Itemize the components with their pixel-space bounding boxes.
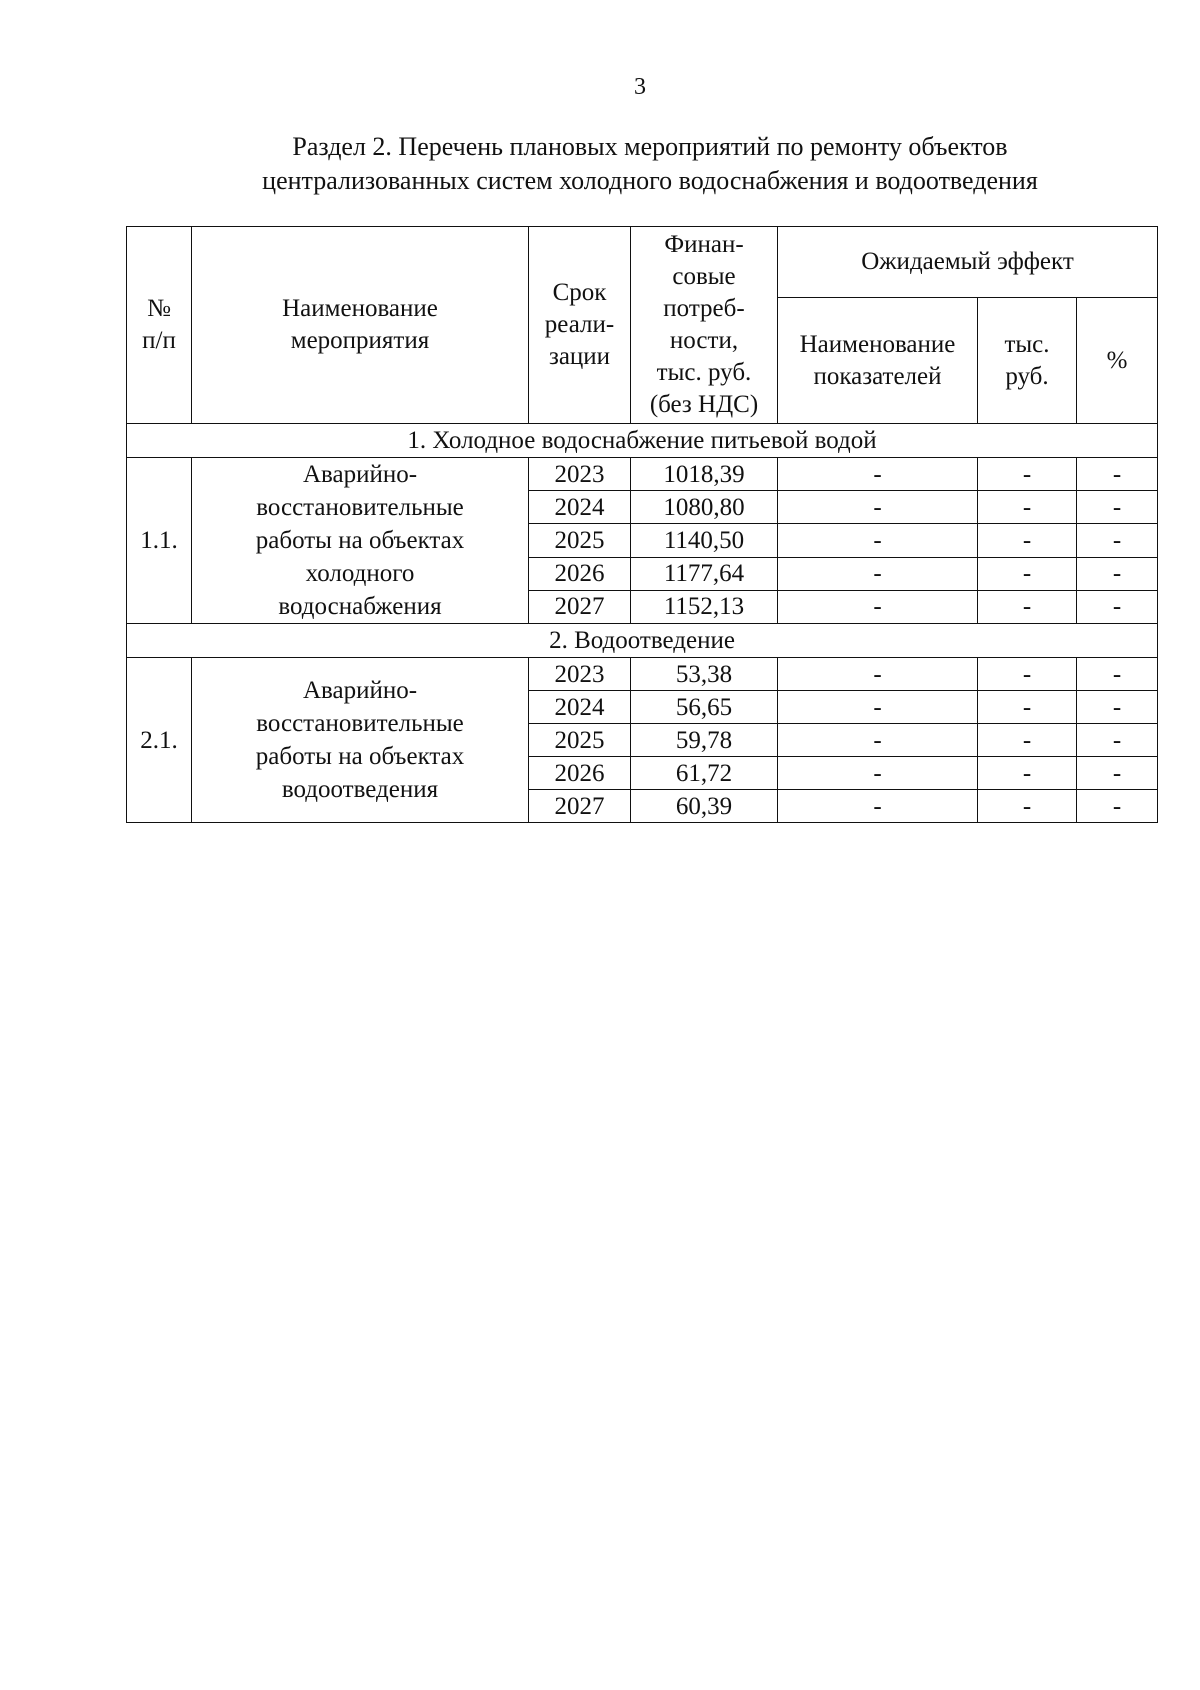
amount-cell: 1140,50: [631, 524, 778, 557]
rub-cell: -: [978, 458, 1077, 491]
header-percent: %: [1077, 298, 1158, 424]
measure-name-line: восстановительные: [256, 710, 464, 737]
header-indicator-name-line-1: Наименование: [799, 330, 956, 358]
rub-cell: -: [978, 757, 1077, 790]
percent-cell: -: [1077, 491, 1158, 524]
page-number: 3: [634, 74, 646, 100]
page-title-line-1: Раздел 2. Перечень плановых мероприятий по ремонту объектов: [292, 132, 1008, 161]
indicator-cell: -: [778, 590, 978, 623]
measure-name-line: работы на объектах: [255, 527, 465, 554]
header-financing-line-6: (без НДС): [649, 391, 759, 418]
measure-name-line: холодного: [305, 560, 415, 587]
item-number: 1.1.: [127, 458, 192, 624]
year-cell: 2025: [529, 524, 631, 557]
percent-cell: -: [1077, 724, 1158, 757]
header-thousand-rub-line-2: руб.: [1005, 362, 1049, 390]
measure-name-line: восстановительные: [256, 494, 464, 521]
section-row-wastewater: [127, 624, 1158, 658]
rub-cell: -: [978, 790, 1077, 823]
year-cell: 2023: [529, 658, 631, 691]
measure-name-line: Аварийно-: [302, 677, 418, 704]
measures-table: [126, 226, 1158, 823]
year-cell: 2025: [529, 724, 631, 757]
measure-name-line: водоснабжения: [278, 593, 442, 620]
header-indicator-name: [778, 298, 978, 424]
page-title-line-2: централизованных систем холодного водоснабжения и водоотведения: [262, 166, 1038, 195]
header-financing-line-2: совые: [672, 263, 736, 290]
header-expected-effect: Ожидаемый эффект: [778, 227, 1158, 298]
amount-cell: 61,72: [631, 757, 778, 790]
measure-name: [192, 458, 529, 624]
percent-cell: -: [1077, 691, 1158, 724]
header-financing-line-5: тыс. руб.: [656, 359, 752, 386]
percent-cell: -: [1077, 590, 1158, 623]
header-measure-name-line-1: Наименование: [282, 295, 438, 322]
percent-cell: -: [1077, 790, 1158, 823]
header-term-line-3: зации: [548, 343, 611, 370]
measure-name-line: водоотведения: [281, 776, 439, 803]
header-indicator-name-line-2: показателей: [813, 362, 942, 390]
header-financing-line-1: Финан-: [664, 231, 744, 258]
percent-cell: -: [1077, 458, 1158, 491]
indicator-cell: -: [778, 557, 978, 590]
year-cell: 2023: [529, 458, 631, 491]
page-title: [150, 130, 1150, 198]
header-measure-name: [192, 227, 529, 424]
rub-cell: -: [978, 491, 1077, 524]
table-row: [127, 658, 1158, 691]
indicator-cell: -: [778, 691, 978, 724]
rub-cell: -: [978, 524, 1077, 557]
amount-cell: 1018,39: [631, 458, 778, 491]
header-financing-line-4: ности,: [669, 327, 739, 354]
year-cell: 2026: [529, 557, 631, 590]
amount-cell: 1177,64: [631, 557, 778, 590]
year-cell: 2026: [529, 757, 631, 790]
percent-cell: -: [1077, 524, 1158, 557]
header-row-1: [127, 227, 1158, 298]
measure-name: [192, 658, 529, 823]
year-cell: 2024: [529, 491, 631, 524]
indicator-cell: -: [778, 790, 978, 823]
rub-cell: -: [978, 691, 1077, 724]
header-financing: [631, 227, 778, 424]
indicator-cell: -: [778, 458, 978, 491]
year-cell: 2024: [529, 691, 631, 724]
rub-cell: -: [978, 590, 1077, 623]
indicator-cell: -: [778, 524, 978, 557]
amount-cell: 59,78: [631, 724, 778, 757]
header-number-line-1: №: [147, 295, 171, 322]
indicator-cell: -: [778, 757, 978, 790]
table-row: [127, 458, 1158, 491]
measure-name-line: Аварийно-: [302, 461, 418, 488]
percent-cell: -: [1077, 557, 1158, 590]
section-title: 2. Водоотведение: [127, 624, 1158, 658]
indicator-cell: -: [778, 724, 978, 757]
amount-cell: 60,39: [631, 790, 778, 823]
header-thousand-rub: [978, 298, 1077, 424]
rub-cell: -: [978, 557, 1077, 590]
header-term-line-1: Срок: [552, 279, 607, 306]
amount-cell: 56,65: [631, 691, 778, 724]
section-row-cold-water: [127, 424, 1158, 458]
year-cell: 2027: [529, 590, 631, 623]
amount-cell: 1080,80: [631, 491, 778, 524]
indicator-cell: -: [778, 491, 978, 524]
rub-cell: -: [978, 724, 1077, 757]
header-measure-name-line-2: мероприятия: [290, 327, 430, 354]
header-number-line-2: п/п: [142, 327, 176, 354]
amount-cell: 53,38: [631, 658, 778, 691]
indicator-cell: -: [778, 658, 978, 691]
header-financing-line-3: потреб-: [663, 295, 745, 322]
header-term: [529, 227, 631, 424]
header-number: [127, 227, 192, 424]
percent-cell: -: [1077, 658, 1158, 691]
measure-name-line: работы на объектах: [255, 743, 465, 770]
rub-cell: -: [978, 658, 1077, 691]
header-thousand-rub-line-1: тыс.: [1004, 330, 1050, 358]
percent-cell: -: [1077, 757, 1158, 790]
section-title: 1. Холодное водоснабжение питьевой водой: [127, 424, 1158, 458]
header-term-line-2: реали-: [544, 311, 615, 338]
item-number: 2.1.: [127, 658, 192, 823]
amount-cell: 1152,13: [631, 590, 778, 623]
year-cell: 2027: [529, 790, 631, 823]
